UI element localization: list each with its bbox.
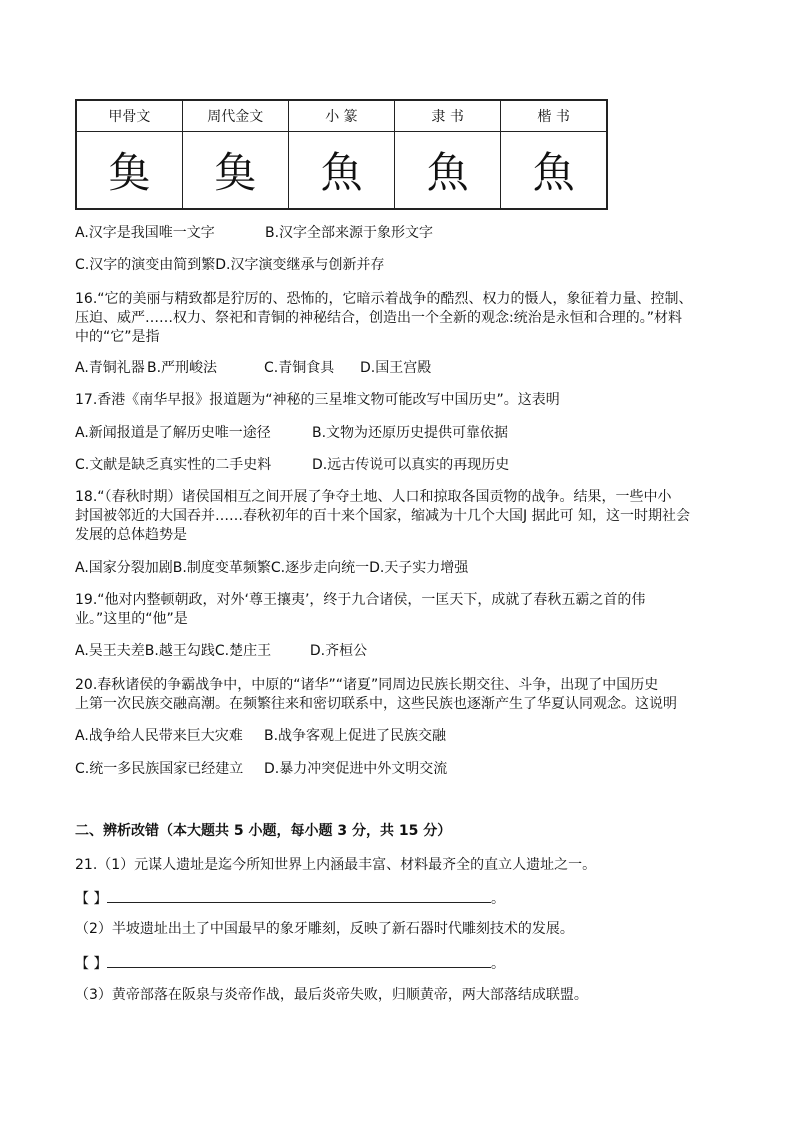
script-evolution-table bbox=[75, 99, 608, 210]
q17-stem: 17.香港《南华早报》报道题为“神秘的三星堆文物可能改写中国历史”。这表明 bbox=[75, 392, 560, 408]
q19-stem-line2: 业。”这里的“他”是 bbox=[75, 611, 188, 627]
glyph-oracle-bone: 𩵋 bbox=[76, 132, 182, 210]
q20-options-row1 bbox=[75, 727, 446, 745]
q15-options-row1 bbox=[75, 224, 433, 242]
q15-option-b: B.汉字全部来源于象形文字 bbox=[265, 225, 434, 241]
q16-option-d: D.国王宫殿 bbox=[360, 360, 432, 376]
q18-stem-line2: 封国被邻近的大国吞并……春秋初年的百十来个国家，缩减为十几个大国J 据此可 知，这一时期社会 bbox=[75, 508, 691, 524]
q20-option-d: D.暴力冲突促进中外文明交流 bbox=[264, 761, 448, 777]
q16-stem-line2: 压迫、威严……权力、祭祀和青铜的神秘结合，创造出一个全新的观念:统治是永恒和合理的。”材料 bbox=[75, 310, 682, 326]
header-regular: 楷 书 bbox=[501, 100, 607, 132]
q18-option-d: D.天子实力增强 bbox=[369, 560, 469, 576]
q17-options-row1 bbox=[75, 424, 508, 442]
answer-blank[interactable] bbox=[107, 888, 491, 903]
q21-part1: 21.（1）元谋人遗址是迄今所知世界上内涵最丰富、材料最齐全的直立人遗址之一。 bbox=[75, 857, 597, 873]
q20-stem-line2: 上第一次民族交融高潮。在频繁往来和密切联系中，这些民族也逐渐产生了华夏认同观念。这说明 bbox=[75, 696, 677, 712]
q18-stem-line1: 18.“（春秋时期）诸侯国相互之间开展了争夺土地、人口和掠取各国贡物的战争。结果，一些中小 bbox=[75, 489, 672, 505]
q15-options-row2 bbox=[75, 256, 384, 274]
q20-option-b: B.战争客观上促进了民族交融 bbox=[264, 728, 447, 744]
answer-bracket: 【 】 bbox=[75, 956, 108, 972]
q16-options bbox=[75, 359, 431, 377]
q16-option-c: C.青铜食具 bbox=[264, 360, 335, 376]
q19-options bbox=[75, 642, 367, 660]
q19-option-d: D.齐桓公 bbox=[309, 643, 368, 659]
table-glyph-row bbox=[76, 132, 607, 210]
q18-option-a: A.国家分裂加剧 bbox=[75, 560, 173, 576]
glyph-clerical: 魚 bbox=[395, 132, 501, 210]
glyph-regular: 魚 bbox=[501, 132, 607, 210]
q17-option-a: A.新闻报道是了解历史唯一途径 bbox=[75, 425, 271, 441]
q19-option-c: C.楚庄王 bbox=[214, 643, 272, 659]
q19-option-a: A.吴王夫差 bbox=[75, 643, 145, 659]
q20-option-a: A.战争给人民带来巨大灾难 bbox=[75, 728, 243, 744]
q20-stem-line1: 20.春秋诸侯的争霸战争中，中原的“诸华”“诸夏”同周边民族长期交往、斗争，出现了中国历史 bbox=[75, 677, 659, 693]
q16-stem-line1: 16.“它的美丽与精致都是狞厉的、恐怖的，它暗示着战争的酷烈、权力的慑人，象征着力量、控制、 bbox=[75, 291, 693, 307]
q18-option-c: C.逐步走向统一 bbox=[270, 560, 370, 576]
header-small-seal: 小 篆 bbox=[288, 100, 394, 132]
q17-options-row2 bbox=[75, 456, 509, 474]
q19-option-b: B.越王勾践 bbox=[144, 643, 215, 659]
header-oracle-bone: 甲骨文 bbox=[76, 100, 182, 132]
glyph-small-seal: 魚 bbox=[288, 132, 394, 210]
q16-stem-line3: 中的“它”是指 bbox=[75, 329, 160, 345]
q17-option-b: B.文物为还原历史提供可靠依据 bbox=[312, 425, 509, 441]
answer-bracket: 【 】 bbox=[75, 891, 108, 907]
header-clerical: 隶 书 bbox=[395, 100, 501, 132]
q21-answer-line1 bbox=[75, 888, 505, 908]
header-bronze: 周代金文 bbox=[182, 100, 288, 132]
q18-option-b: B.制度变革频繁 bbox=[172, 560, 271, 576]
q15-option-a: A.汉字是我国唯一文字 bbox=[75, 225, 215, 241]
q20-options-row2 bbox=[75, 760, 447, 778]
q18-options bbox=[75, 559, 468, 577]
q16-option-a: A.青铜礼器 bbox=[75, 360, 145, 376]
q20-option-c: C.统一多民族国家已经建立 bbox=[75, 761, 244, 777]
q15-option-c: C.汉字的演变由简到繁 bbox=[75, 257, 216, 273]
q16-option-b: B.严刑峻法 bbox=[147, 360, 218, 376]
glyph-bronze: 𩵋 bbox=[182, 132, 288, 210]
q19-stem-line1: 19.“他对内整顿朝政，对外‘尊王攘夷’，终于九合诸侯，一匡天下，成就了春秋五霸之首的伟 bbox=[75, 592, 646, 608]
q15-option-d: D.汉字演变继承与创新并存 bbox=[215, 257, 385, 273]
section-title: 二、辨析改错（本大题共 5 小题，每小题 3 分，共 15 分） bbox=[75, 823, 452, 839]
q18-stem-line3: 发展的总体趋势是 bbox=[75, 527, 187, 543]
answer-blank[interactable] bbox=[107, 953, 491, 968]
table-header-row bbox=[76, 100, 607, 132]
q21-part3: （3）黄帝部落在阪泉与炎帝作战，最后炎帝失败，归顺黄帝，两大部落结成联盟。 bbox=[75, 987, 588, 1003]
q17-option-d: D.远古传说可以真实的再现历史 bbox=[312, 457, 510, 473]
q21-part2: （2）半坡遗址出土了中国最早的象牙雕刻，反映了新石器时代雕刻技术的发展。 bbox=[75, 921, 574, 937]
answer-period: 。 bbox=[491, 956, 505, 972]
q17-option-c: C.文献是缺乏真实性的二手史料 bbox=[75, 457, 272, 473]
answer-period: 。 bbox=[491, 891, 505, 907]
q21-answer-line2 bbox=[75, 953, 505, 973]
